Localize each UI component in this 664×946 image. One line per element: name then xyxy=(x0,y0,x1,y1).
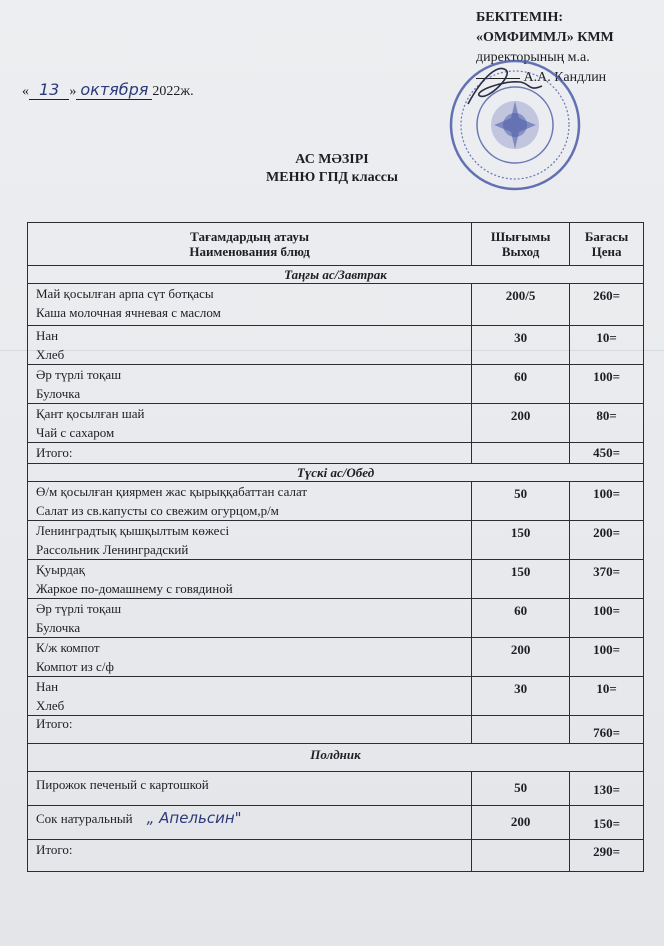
dish-name-ru: Хлеб xyxy=(36,698,65,713)
dish-price: 100= xyxy=(570,599,644,638)
header-price-kz: Бағасы xyxy=(584,229,629,244)
dish-name-ru: Жаркое по-домашнему с говядиной xyxy=(36,581,233,596)
total-empty-cell xyxy=(472,443,570,464)
approval-heading: БЕКІТЕМІН: xyxy=(476,10,564,25)
total-label: Итого: xyxy=(28,716,472,744)
table-row xyxy=(28,599,644,638)
dish-name xyxy=(28,806,472,840)
dish-price: 200= xyxy=(570,521,644,560)
total-label: Итого: xyxy=(28,840,472,872)
dish-name-ru: Салат из св.капусты со свежим огурцом,р/м xyxy=(36,503,279,518)
section-row-lunch xyxy=(28,464,644,482)
dish-name-ru: Компот из с/ф xyxy=(36,659,114,674)
table-row xyxy=(28,326,644,365)
date-close-quote: » xyxy=(69,84,77,99)
dish-quantity: 200 xyxy=(472,638,570,677)
dish-name xyxy=(28,365,472,404)
dish-name-kz: Нан xyxy=(36,328,59,343)
section-lunch: Түскі ас/Обед xyxy=(28,464,644,482)
approval-signer: А.А. Кандлин xyxy=(523,70,607,85)
dish-name-kz: Ленинградтық қышқылтым көжесі xyxy=(36,523,230,538)
dish-name xyxy=(28,638,472,677)
table-row xyxy=(28,404,644,443)
table-row xyxy=(28,772,644,806)
dish-name-ru: Булочка xyxy=(36,620,81,635)
total-price: 450= xyxy=(570,443,644,464)
dish-quantity: 50 xyxy=(472,772,570,806)
dish-quantity: 50 xyxy=(472,482,570,521)
dish-name-kz: Әр түрлі тоқаш xyxy=(36,367,122,382)
date-year: 2022ж. xyxy=(152,84,194,99)
date-line xyxy=(22,80,194,100)
section-breakfast: Таңғы ас/Завтрак xyxy=(28,266,644,284)
table-row xyxy=(28,638,644,677)
header-dish-name xyxy=(28,223,472,266)
dish-name-ru: Чай с сахаром xyxy=(36,425,115,440)
table-row xyxy=(28,365,644,404)
dish-name-kz: Ө/м қосылған қиярмен жас қырыққабаттан салат xyxy=(36,484,308,499)
date-day: 13 xyxy=(29,80,69,100)
table-row xyxy=(28,482,644,521)
dish-quantity: 60 xyxy=(472,599,570,638)
dish-name xyxy=(28,677,472,716)
dish-price: 100= xyxy=(570,365,644,404)
dish-price: 370= xyxy=(570,560,644,599)
header-dish-name-ru: Наименования блюд xyxy=(189,244,310,259)
approval-org: «ОМФИММЛ» КММ xyxy=(476,30,614,45)
section-row-breakfast xyxy=(28,266,644,284)
dish-name xyxy=(28,284,472,326)
dish-price: 10= xyxy=(570,677,644,716)
dish-name xyxy=(28,772,472,806)
dish-name-ru: Рассольник Ленинградский xyxy=(36,542,189,557)
header-quantity-ru: Выход xyxy=(501,244,540,259)
total-row-snack xyxy=(28,840,644,872)
dish-name-kz: Әр түрлі тоқаш xyxy=(36,601,122,616)
dish-quantity: 200/5 xyxy=(472,284,570,326)
date-month: октября xyxy=(76,80,152,100)
dish-name-kz: Май қосылған арпа сүт ботқасы xyxy=(36,286,214,301)
total-empty-cell xyxy=(472,716,570,744)
header-quantity-kz: Шығымы xyxy=(490,229,551,244)
dish-name-ru: Хлеб xyxy=(36,347,65,362)
dish-name-kz: Нан xyxy=(36,679,59,694)
total-row-lunch xyxy=(28,716,644,744)
total-price: 290= xyxy=(570,840,644,872)
dish-quantity: 150 xyxy=(472,521,570,560)
dish-name-kz: К/ж компот xyxy=(36,640,100,655)
header-quantity xyxy=(472,223,570,266)
table-row xyxy=(28,521,644,560)
table-row xyxy=(28,284,644,326)
dish-price: 100= xyxy=(570,638,644,677)
dish-quantity: 200 xyxy=(472,404,570,443)
dish-price: 10= xyxy=(570,326,644,365)
dish-price: 80= xyxy=(570,404,644,443)
menu-title-kz: АС МӘЗІРІ xyxy=(295,152,369,167)
dish-name xyxy=(28,521,472,560)
total-empty-cell xyxy=(472,840,570,872)
table-header-row xyxy=(28,223,644,266)
dish-price: 130= xyxy=(570,772,644,806)
dish-name-ru: Пирожок печеный с картошкой xyxy=(36,777,209,792)
dish-price: 260= xyxy=(570,284,644,326)
dish-name xyxy=(28,326,472,365)
approval-position: директорының м.а. xyxy=(476,50,590,65)
header-price-ru: Цена xyxy=(591,244,622,259)
dish-quantity: 200 xyxy=(472,806,570,840)
dish-quantity: 30 xyxy=(472,677,570,716)
total-label: Итого: xyxy=(28,443,472,464)
section-snack: Полдник xyxy=(28,744,644,772)
dish-quantity: 30 xyxy=(472,326,570,365)
dish-price: 100= xyxy=(570,482,644,521)
total-price: 760= xyxy=(570,716,644,744)
dish-quantity: 150 xyxy=(472,560,570,599)
dish-name xyxy=(28,599,472,638)
dish-name-ru: Булочка xyxy=(36,386,81,401)
section-row-snack xyxy=(28,744,644,772)
dish-name xyxy=(28,482,472,521)
dish-price: 150= xyxy=(570,806,644,840)
dish-name-ru: Сок натуральный xyxy=(36,811,133,826)
handwritten-note: „ Апельсин" xyxy=(146,809,242,827)
dish-name-kz: Қуырдақ xyxy=(36,562,85,577)
total-row-breakfast xyxy=(28,443,644,464)
table-row xyxy=(28,806,644,840)
handwritten-signature xyxy=(458,56,548,116)
date-open-quote: « xyxy=(22,84,29,99)
dish-name-ru: Каша молочная ячневая с маслом xyxy=(36,305,221,320)
table-row xyxy=(28,560,644,599)
menu-table xyxy=(27,222,644,872)
dish-name-kz: Қант қосылған шай xyxy=(36,406,145,421)
menu-title-ru: МЕНЮ ГПД классы xyxy=(266,170,398,185)
header-price xyxy=(570,223,644,266)
dish-name xyxy=(28,560,472,599)
dish-name xyxy=(28,404,472,443)
header-dish-name-kz: Тағамдардың атауы xyxy=(190,229,310,244)
dish-quantity: 60 xyxy=(472,365,570,404)
table-row xyxy=(28,677,644,716)
